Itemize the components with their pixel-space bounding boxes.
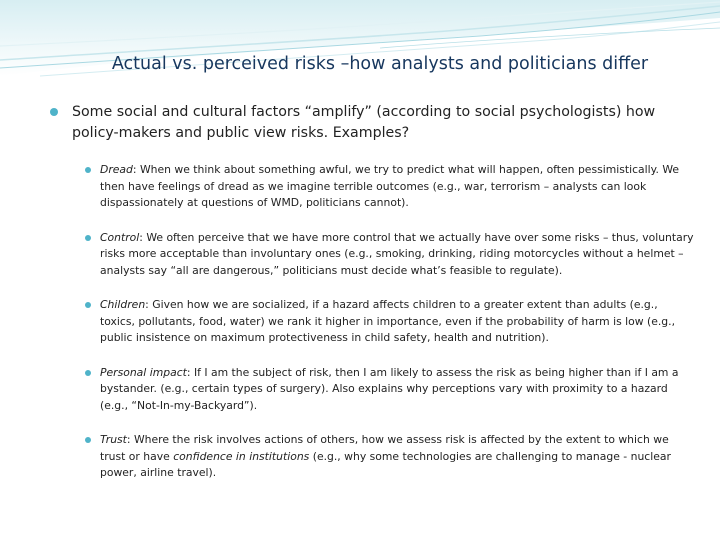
sub-bullet-term: Trust bbox=[100, 433, 127, 446]
sub-bullet-term: Control bbox=[100, 230, 140, 244]
main-bullet-text: Some social and cultural factors “amplify” (according to social psychologists) how policy-makers and public view risks. Examples? bbox=[72, 104, 656, 141]
sub-bullet-dread bbox=[84, 162, 694, 212]
sub-bullet-text: : Where the risk involves actions of others, how we assess risk is affected by the extent to which we trust or have bbox=[100, 433, 669, 463]
sub-bullet-term: Personal impact bbox=[100, 365, 187, 379]
sub-bullet-text: : Given how we are socialized, if a hazard affects children to a greater extent than adults (e.g., toxics, pollutants, food, water) we rank it higher in importance, even if the probability of harm is low (e.g., public insistence on maximum protectiveness in child safety, health and nutrition). bbox=[100, 298, 676, 344]
sub-bullet-control bbox=[84, 230, 694, 280]
bullet-dot-icon bbox=[85, 437, 91, 443]
sub-bullet-trust bbox=[84, 432, 694, 482]
sub-bullet-children bbox=[84, 297, 694, 347]
sub-bullet-personal-impact bbox=[84, 365, 694, 415]
bullet-dot-icon bbox=[85, 235, 91, 241]
slide-title: Actual vs. perceived risks –how analysts and politicians differ bbox=[111, 54, 649, 74]
header-wave-decoration bbox=[0, 0, 720, 95]
sub-bullet-term: Dread bbox=[100, 163, 133, 176]
sub-bullet-text: : We often perceive that we have more control that we actually have over some risks – thus, voluntary risks more acceptable than involuntary ones (e.g., smoking, drinking, riding motorcycles without a helmet – analysts say “all are dangerous,” politicians must decide what’s feasible to regulate). bbox=[100, 230, 694, 277]
sub-bullet-text: : If I am the subject of risk, then I am likely to assess the risk as being higher than if I am a bystander. (e.g., certain types of surgery). Also explains why perceptions vary with proximity to a hazard (e.g., “Not-In-my-Backyard”). bbox=[100, 365, 679, 412]
bullet-dot-icon bbox=[50, 108, 58, 116]
main-bullet-item bbox=[50, 102, 690, 144]
sub-bullet-text-end: (e.g., why some technologies are challenging to manage - nuclear power, airline travel). bbox=[100, 449, 671, 479]
sub-bullet-text: : When we think about something awful, we try to predict what will happen, often pessimistically. We then have feelings of dread as we imagine terrible outcomes (e.g., war, terrorism – analysts can look dispassionately at questions of WMD, politicians cannot). bbox=[100, 163, 680, 209]
sub-bullet-emphasis: confidence in institutions bbox=[173, 449, 310, 463]
bullet-dot-icon bbox=[85, 302, 91, 308]
bullet-dot-icon bbox=[85, 370, 91, 376]
bullet-dot-icon bbox=[85, 167, 91, 173]
sub-bullet-list bbox=[84, 162, 694, 500]
sub-bullet-term: Children bbox=[100, 298, 146, 311]
